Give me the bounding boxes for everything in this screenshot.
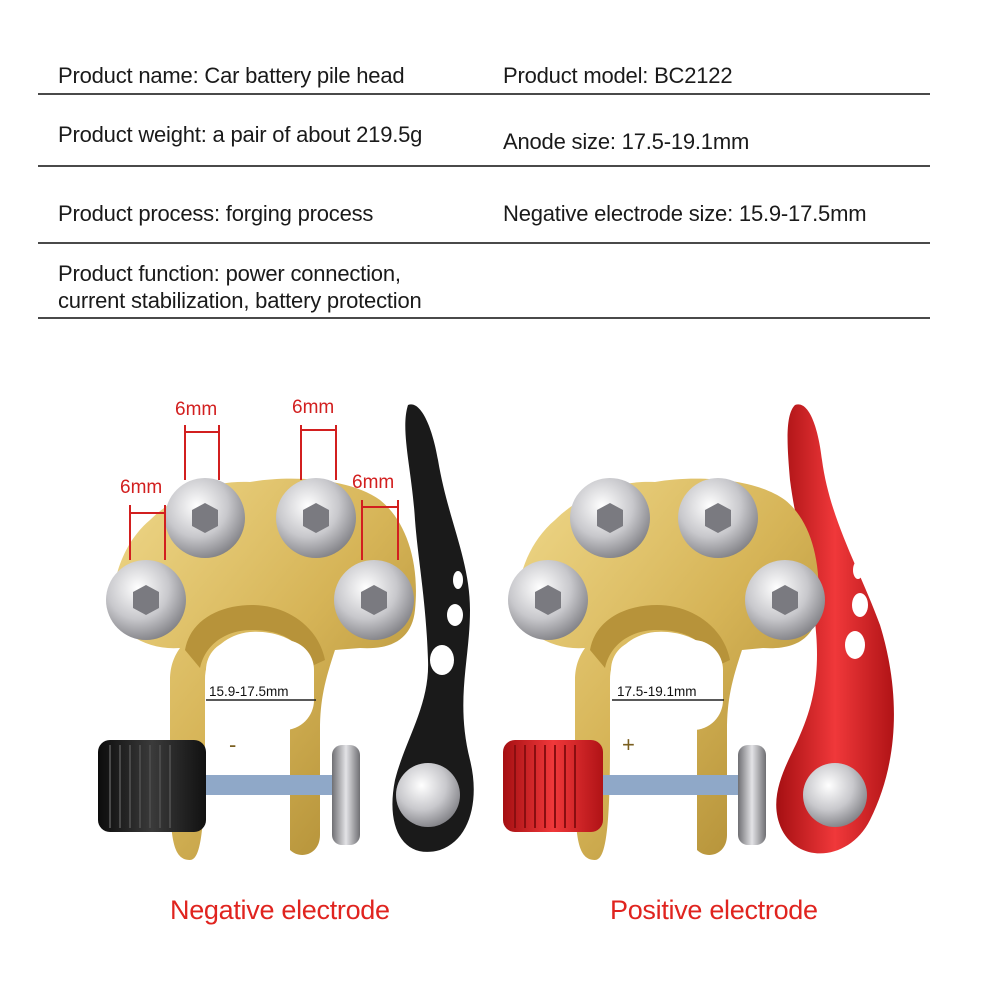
negative-terminal	[98, 404, 474, 860]
spec-product-weight: Product weight: a pair of about 219.5g	[58, 122, 423, 147]
bolt-spacing-label: 6mm	[175, 399, 218, 420]
bolt-spacing-label: 6mm	[292, 397, 335, 418]
positive-bolt	[745, 560, 825, 640]
caption-positive: Positive electrode	[610, 895, 818, 925]
bolt-spacing-label: 6mm	[120, 477, 163, 498]
spec-product-process: Product process: forging process	[58, 201, 374, 226]
lever-hole	[447, 604, 463, 626]
spec-function-line2: current stabilization, battery protection	[58, 288, 422, 313]
spec-product-function	[58, 260, 422, 314]
spec-row	[38, 95, 930, 167]
negative-polarity-mark: -	[229, 732, 237, 757]
negative-bolt	[165, 478, 245, 558]
spec-negative-size: Negative electrode size: 15.9-17.5mm	[503, 201, 867, 226]
negative-bolt	[106, 560, 186, 640]
spec-row	[38, 244, 930, 319]
spec-row	[38, 40, 930, 95]
positive-washer	[738, 745, 766, 845]
positive-bolt	[570, 478, 650, 558]
positive-bore-label: 17.5-19.1mm	[617, 684, 697, 699]
negative-bolt	[334, 560, 414, 640]
spec-function-line1: Product function: power connection,	[58, 261, 401, 286]
spec-table	[38, 40, 930, 319]
spec-row	[38, 167, 930, 244]
lever-hole	[430, 645, 454, 675]
bolt-spacing-label: 6mm	[352, 472, 395, 493]
negative-knob	[98, 740, 206, 832]
lever-hole	[852, 593, 868, 617]
lever-hole	[853, 561, 863, 579]
caption-negative: Negative electrode	[170, 895, 390, 925]
negative-bore-label: 15.9-17.5mm	[209, 684, 289, 699]
positive-screw	[600, 775, 745, 795]
spec-product-model: Product model: BC2122	[503, 63, 733, 88]
positive-terminal	[503, 404, 894, 860]
negative-cam-rivet	[396, 763, 460, 827]
positive-cam-rivet	[803, 763, 867, 827]
spec-anode-size: Anode size: 17.5-19.1mm	[503, 129, 750, 154]
positive-bolt	[508, 560, 588, 640]
lever-hole	[845, 631, 865, 659]
product-photo	[0, 360, 1000, 960]
positive-knob	[503, 740, 603, 832]
negative-screw	[205, 775, 335, 795]
positive-bolt	[678, 478, 758, 558]
positive-polarity-mark: +	[622, 732, 635, 757]
negative-bolt	[276, 478, 356, 558]
lever-hole	[453, 571, 463, 589]
spec-product-name: Product name: Car battery pile head	[58, 63, 405, 88]
negative-washer	[332, 745, 360, 845]
